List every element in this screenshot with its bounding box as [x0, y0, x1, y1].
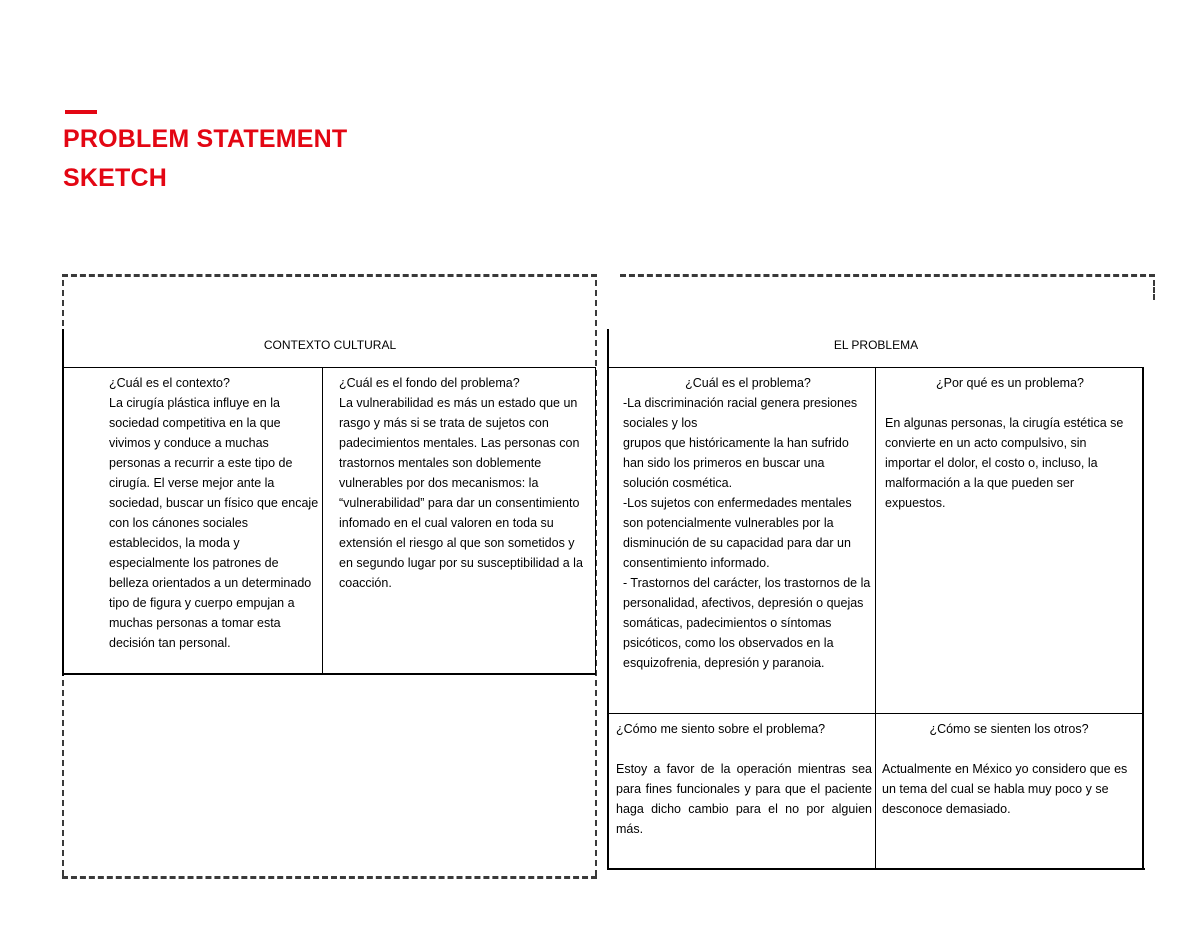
el-problema-heading: EL PROBLEMA [833, 338, 919, 352]
como-me-siento-question: ¿Cómo me siento sobre el problema? [616, 722, 826, 736]
como-se-sienten-question: ¿Cómo se sienten los otros? [929, 722, 1089, 736]
dashed-divider-bottom-left [62, 876, 597, 879]
cual-problema-question: ¿Cuál es el problema? [685, 376, 811, 390]
contexto-cultural-heading: CONTEXTO CULTURAL [263, 338, 397, 352]
title-accent-bar [65, 110, 97, 114]
cual-problema-cell [623, 373, 873, 673]
title-line-2: SKETCH [63, 164, 167, 192]
cual-problema-line-5: - Trastornos del carácter, los trastornos de la personalidad, afectivos, depresión o quejas somáticas, padecimientos o síntomas psicóticos, como los observados en la esquizofrenia, depresión y paranoia. [623, 576, 871, 670]
problema-border-bottom [607, 868, 1145, 870]
spacer [616, 739, 872, 759]
como-me-siento-answer: Estoy a favor de la operación mientras sea para fines funcionales y para que el paciente haga dicho cambio para el no por alguien más. [616, 762, 872, 836]
por-que-problema-answer: En algunas personas, la cirugía estética se convierte en un acto compulsivo, sin importar el dolor, el costo o, incluso, la malformación a la que pueden ser expuestos. [885, 416, 1124, 510]
contexto-question-cell [109, 373, 319, 653]
por-que-problema-question: ¿Por qué es un problema? [935, 376, 1084, 390]
dashed-divider-top-right [620, 274, 1155, 277]
problema-divider-column [875, 367, 876, 869]
como-se-sienten-cell [882, 719, 1136, 819]
dashed-edge-right [1153, 280, 1155, 300]
por-que-problema-cell [885, 373, 1135, 513]
fondo-question: ¿Cuál es el fondo del problema? [339, 376, 520, 390]
spacer [882, 739, 1136, 759]
como-se-sienten-answer: Actualmente en México yo considero que es un tema del cual se habla muy poco y se desconoce demasiado. [882, 762, 1128, 816]
cual-problema-line-1: -La discriminación racial genera presiones sociales y los [623, 396, 858, 430]
problema-divider-middle [609, 713, 1143, 714]
contexto-answer: La cirugía plástica influye en la sociedad competitiva en la que vivimos y conduce a muchas personas a recurrir a este tipo de cirugía. El verse mejor ante la sociedad, buscar un físico que encaje con los cánones sociales establecidos, la moda y especialmente los patrones de belleza orientados a un determinado tipo de figura y cuerpo empujan a muchas personas a tomar esta decisión tan personal. [109, 396, 319, 650]
problema-divider-header [609, 367, 1143, 368]
contexto-border-left [62, 329, 64, 676]
page-title [63, 120, 347, 198]
cual-problema-line-4: disminución de su capacidad para dar un consentimiento informado. [623, 536, 851, 570]
fondo-question-cell [339, 373, 591, 593]
cual-problema-line-2: grupos que históricamente la han sufrido han sido los primeros en buscar una solución cosmética. [623, 436, 849, 490]
contexto-border-right [595, 367, 596, 674]
como-me-siento-cell [616, 719, 872, 839]
fondo-answer: La vulnerabilidad es más un estado que un rasgo y más si se trata de sujetos con padecimientos mentales. Las personas con trastornos mentales son doblemente vulnerables por dos mecanismos: la “vulnerabilidad” para dar un consentimiento infomado en el cual valoren en toda su extensión el riesgo al que son sometidos y en segundo lugar por su susceptibilidad a la coacción. [339, 396, 583, 590]
problema-border-right [1142, 367, 1144, 869]
problema-border-left [607, 329, 609, 870]
cual-problema-line-3: -Los sujetos con enfermedades mentales son potencialmente vulnerables por la [623, 496, 852, 530]
title-line-1: PROBLEM STATEMENT [63, 125, 348, 153]
contexto-border-bottom [62, 673, 596, 675]
dashed-divider-top-left [62, 274, 597, 277]
spacer [885, 393, 1135, 413]
contexto-question: ¿Cuál es el contexto? [109, 376, 230, 390]
contexto-divider-header [64, 367, 596, 368]
contexto-divider-column [322, 367, 323, 674]
